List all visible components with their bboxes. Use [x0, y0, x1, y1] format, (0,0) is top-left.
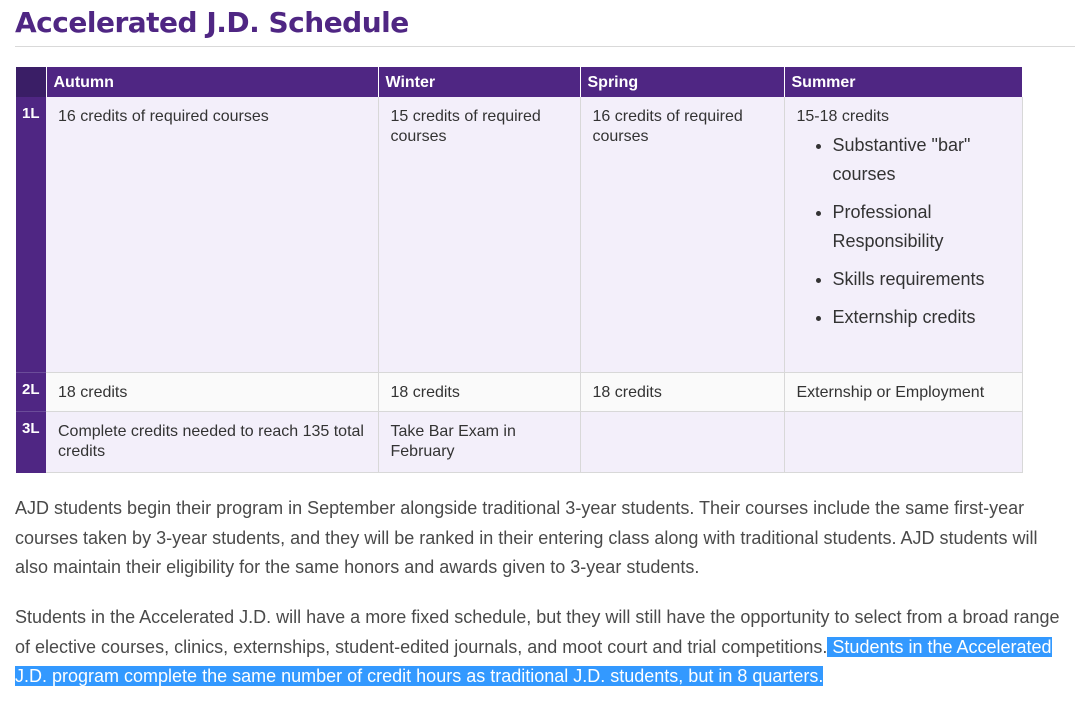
row-header-3l: 3L	[16, 412, 46, 473]
cell-1l-summer-text: 15-18 credits	[796, 108, 889, 125]
paragraph-text: Students in the Accelerated J.D. will have a more fixed schedule, but they will still have the opportunity to select from a broad range of elective courses, clinics, externships, student-edited journals, and moot court and trial competitions.	[15, 607, 1060, 657]
cell-2l-spring: 18 credits	[580, 373, 784, 412]
table-corner-cell	[16, 67, 46, 97]
cell-2l-winter: 18 credits	[378, 373, 580, 412]
paragraph-ajd-intro: AJD students begin their program in September alongside traditional 3-year students. Their courses include the same first-year courses taken by 3-year students, and they will be ranked in their entering class along with traditional students. AJD students will also maintain their eligibility for the same honors and awards given to 3-year students.	[15, 498, 1038, 577]
list-item: • Skills requirements	[833, 265, 1012, 294]
cell-3l-winter: Take Bar Exam in February	[378, 412, 580, 473]
list-item: • Externship credits	[833, 303, 1012, 332]
column-header-summer: Summer	[784, 67, 1022, 97]
selected-text-highlight[interactable]: Students in the Accelerated J.D. program complete the same number of credit hours as traditional J.D. students, but in 8 quarters.	[15, 636, 1052, 686]
cell-1l-autumn: 16 credits of required courses	[46, 97, 378, 373]
cell-3l-autumn: Complete credits needed to reach 135 total credits	[46, 412, 378, 473]
cell-2l-summer: Externship or Employment	[784, 373, 1022, 412]
paragraph-schedule-details	[15, 603, 1070, 692]
cell-3l-spring	[580, 412, 784, 473]
table-row	[16, 412, 1022, 473]
list-item: • Substantive "bar" courses	[833, 131, 1012, 189]
row-header-1l: 1L	[16, 97, 46, 373]
row-header-2l: 2L	[16, 373, 46, 412]
title-divider	[15, 46, 1075, 47]
cell-3l-summer	[784, 412, 1022, 473]
table-row	[16, 373, 1022, 412]
column-header-spring: Spring	[580, 67, 784, 97]
cell-1l-winter: 15 credits of required courses	[378, 97, 580, 373]
cell-1l-summer	[784, 97, 1022, 373]
table-header-row	[16, 67, 1022, 97]
summer-bullet-list	[797, 131, 1012, 332]
cell-2l-autumn: 18 credits	[46, 373, 378, 412]
cell-1l-spring: 16 credits of required courses	[580, 97, 784, 373]
schedule-table	[16, 67, 1023, 473]
column-header-autumn: Autumn	[46, 67, 378, 97]
column-header-winter: Winter	[378, 67, 580, 97]
list-item: • Professional Responsibility	[833, 198, 1012, 256]
table-row	[16, 97, 1022, 373]
page-title: Accelerated J.D. Schedule	[15, 6, 409, 39]
